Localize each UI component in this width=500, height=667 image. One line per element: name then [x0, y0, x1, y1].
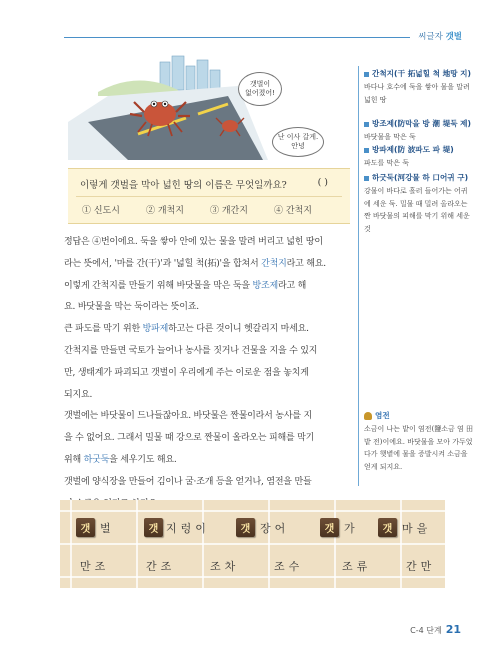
body-line: 라는 뜻에서, '마를 간(干)'과 '넓힐 척(拓)'을 합쳐서 간척지라고 해요.: [64, 258, 326, 269]
word-tile: 갯: [236, 518, 255, 537]
question-divider: [76, 196, 342, 197]
option-3[interactable]: ③ 개간지: [210, 206, 248, 216]
glossary-term: 간척지(干 拓넓힐 척 地땅 지): [372, 69, 471, 78]
bullet-icon: [364, 148, 369, 153]
speech-bubble-1: 갯벌이 없어졌어!: [238, 72, 282, 106]
question-box: [68, 168, 350, 224]
word-rest: 지렁이: [166, 522, 210, 535]
note-box: [364, 410, 476, 474]
answer-blank: ( ): [317, 177, 328, 188]
body-text: [64, 232, 350, 515]
body-line: 간척지를 만들면 국토가 늘어나 농사를 짓거나 건물을 지을 수 있지: [64, 345, 318, 356]
word-cell: 만조: [80, 560, 110, 573]
body-line: 정답은 ④번이에요. 둑을 쌓아 안에 있는 물을 말려 버리고 넓힌 땅이: [64, 237, 323, 247]
tag-prefix: 씨글자: [418, 32, 443, 42]
body-line: 갯벌에 양식장을 만들어 김이나 굴·조개 등을 얻거나, 염전을 만들: [64, 476, 312, 487]
word-tile: 갯: [320, 518, 339, 537]
bullet-icon: [364, 176, 369, 181]
glossary-definition: 바닷물을 막은 둑: [364, 132, 416, 141]
glossary-term: 하굿둑(河강물 하 口어귀 구): [372, 173, 469, 182]
board-grid: [60, 500, 445, 588]
option-4[interactable]: ④ 간척지: [274, 206, 312, 216]
page-number: 21: [445, 623, 461, 636]
body-line: 위해 하굿둑을 세우기도 해요.: [64, 454, 177, 465]
word-rest: 가: [344, 522, 359, 535]
word-cell: 조수: [274, 560, 304, 573]
body-line: 이렇게 간척지를 만들기 위해 바닷물을 막은 둑을 방조제라고 해: [64, 280, 307, 291]
body-line: 만, 생태계가 파괴되고 갯벌이 우리에게 주는 이로운 점을 놓치게: [64, 367, 309, 378]
sidebar-divider: [358, 66, 359, 486]
body-line: 요. 바닷물을 막는 둑이라는 뜻이죠.: [64, 302, 199, 313]
word-tile: 갯: [378, 518, 397, 537]
term-highlight: 방조제: [252, 280, 278, 291]
body-line: 을 수 없어요. 그래서 밀물 때 강으로 짠물이 올라오는 피해를 막기: [64, 433, 315, 444]
bell-icon: [364, 412, 372, 420]
body-line: 갯벌에는 바닷물이 드나들잖아요. 바닷물은 짠물이라서 농사를 지: [64, 411, 312, 422]
term-highlight: 방파제: [142, 324, 169, 335]
option-1[interactable]: ① 신도시: [82, 206, 120, 216]
bullet-icon: [364, 72, 369, 77]
body-line: 큰 파도를 막기 위한 방파제하고는 다른 것이니 헷갈리지 마세요.: [64, 324, 309, 335]
word-rest: 벌: [100, 522, 115, 535]
glossary-term: 방파제(防 波파도 파 堤): [372, 145, 454, 154]
term-highlight: 간척지: [261, 258, 287, 269]
word-cell: 조류: [342, 560, 372, 573]
answer-options: [82, 203, 338, 216]
body-line: 되지요.: [64, 389, 93, 400]
term-highlight: 하굿둑: [83, 454, 110, 465]
glossary-entry: [364, 68, 474, 106]
page-footer: [410, 623, 461, 636]
header-rule: [64, 37, 410, 38]
note-text: 소금이 나는 밭이 염전(鹽소금 염 田밭 전)이에요. 바닷물을 모아 가두었다가 햇볕에 물을 증발시켜 소금을 얻게 되지요.: [364, 424, 474, 472]
word-cell: 조차: [210, 560, 240, 573]
speech-bubble-2: 난 이사 갈게. 안녕: [272, 127, 324, 157]
glossary-entry: [364, 144, 474, 170]
word-cell: 간조: [146, 560, 176, 573]
word-tile: 갯: [76, 518, 95, 537]
glossary-entry: [364, 118, 474, 144]
level-label: C-4 단계: [410, 626, 442, 635]
bullet-icon: [364, 122, 369, 127]
word-rest: 마을: [402, 522, 432, 535]
glossary-entry: [364, 172, 474, 236]
word-cell: 간만: [406, 560, 436, 573]
section-tag: [418, 30, 462, 42]
glossary-definition: 바다나 호수에 둑을 쌓아 물을 말려 넓힌 땅: [364, 82, 470, 104]
tag-word: 갯벌: [445, 32, 462, 42]
word-rest: 장어: [260, 522, 290, 535]
question-text: 이렇게 갯벌을 막아 넓힌 땅의 이름은 무엇일까요?: [80, 180, 287, 191]
glossary-term: 방조제(防막을 방 潮 堤둑 제): [372, 119, 471, 128]
word-tile: 갯: [144, 518, 163, 537]
glossary-definition: 강물이 바다로 흘러 들어가는 어귀에 세운 둑. 밀물 때 밀려 올라오는 짠 바닷물의 피해를 막기 위해 세운 것: [364, 186, 470, 234]
option-2[interactable]: ② 개척지: [146, 206, 184, 216]
note-title: 염전: [375, 411, 390, 420]
glossary-definition: 파도를 막은 둑: [364, 158, 410, 167]
word-board: [60, 500, 445, 588]
